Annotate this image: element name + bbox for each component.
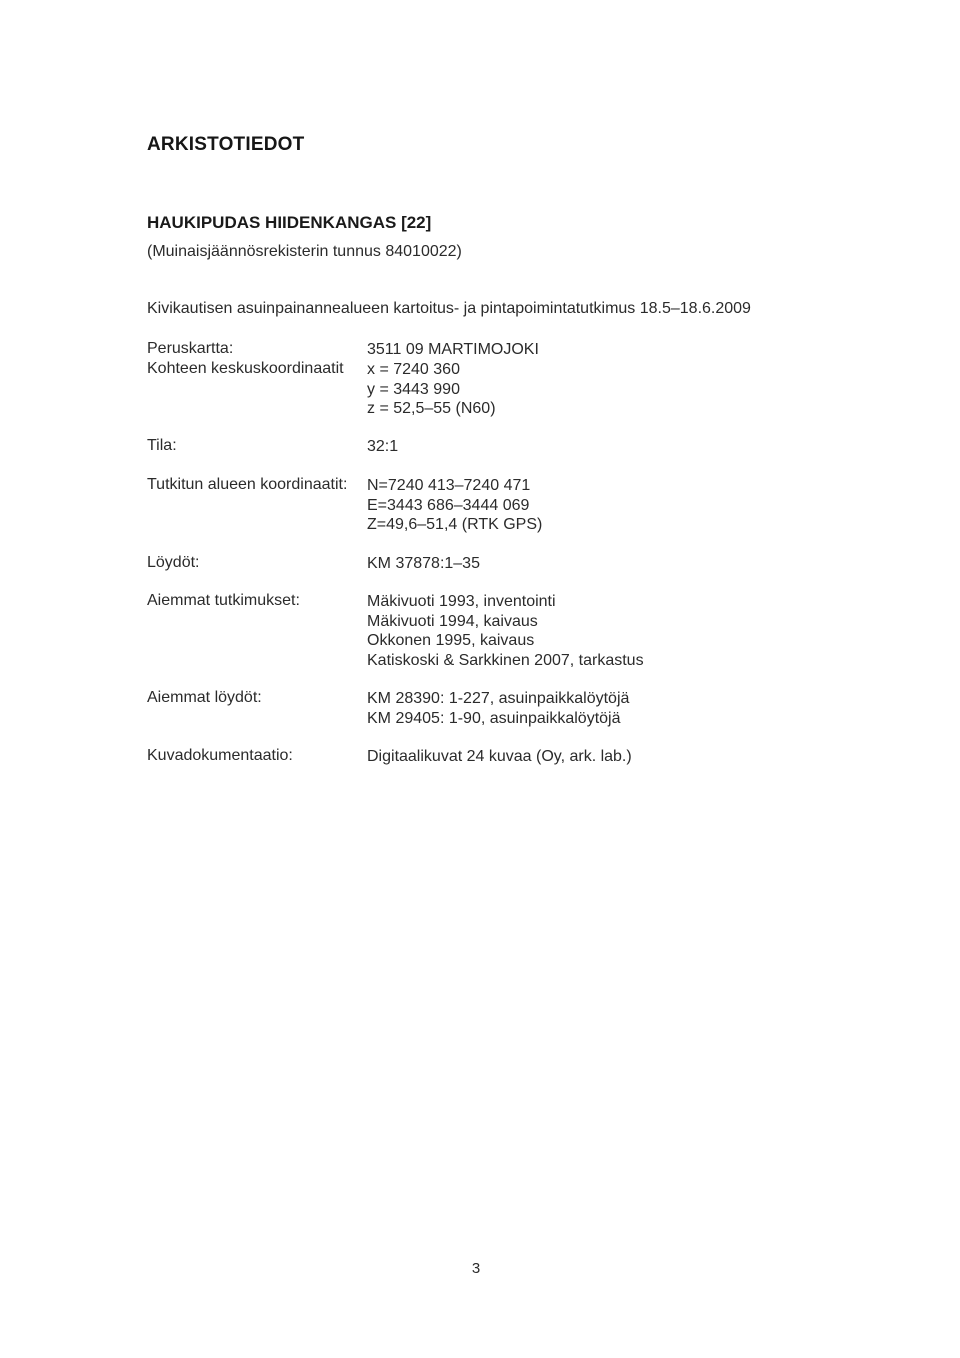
value-line: Katiskoski & Sarkkinen 2007, tarkastus: [367, 651, 644, 669]
value-line: KM 37878:1–35: [367, 555, 480, 572]
field-value-alueen-koordinaatit: [367, 476, 542, 535]
value-line: Digitaalikuvat 24 kuvaa (Oy, ark. lab.): [367, 748, 632, 765]
value-line: KM 29405: 1-90, asuinpaikkalöytöjä: [367, 709, 621, 727]
value-line: 3511 09 MARTIMOJOKI: [367, 341, 539, 358]
value-line: y = 3443 990: [367, 380, 460, 398]
value-line: Z=49,6–51,4 (RTK GPS): [367, 516, 543, 533]
field-value-keskuskoordinaatit: [367, 360, 496, 419]
value-line: Mäkivuoti 1993, inventointi: [367, 593, 556, 610]
section-heading: ARKISTOTIEDOT: [147, 134, 305, 155]
site-title: HAUKIPUDAS HIIDENKANGAS [22]: [147, 213, 432, 232]
survey-description: Kivikautisen asuinpainannealueen kartoitus- ja pintapoimintatutkimus 18.5–18.6.2009: [147, 300, 751, 317]
value-line: Mäkivuoti 1994, kaivaus: [367, 612, 538, 630]
field-label-tila: Tila:: [147, 437, 177, 454]
field-value-loydot: [367, 554, 480, 574]
field-value-aiemmat-loydot: [367, 689, 629, 728]
value-line: x = 7240 360: [367, 361, 460, 378]
field-label-keskuskoordinaatit: Kohteen keskuskoordinaatit: [147, 360, 344, 377]
value-line: N=7240 413–7240 471: [367, 477, 531, 494]
field-label-kuvadokumentaatio: Kuvadokumentaatio:: [147, 747, 293, 764]
value-line: 32:1: [367, 438, 399, 455]
field-label-loydot: Löydöt:: [147, 554, 200, 571]
field-label-aiemmat-loydot: Aiemmat löydöt:: [147, 689, 262, 706]
registry-id: (Muinaisjäännösrekisterin tunnus 84010022): [147, 243, 462, 260]
value-line: z = 52,5–55 (N60): [367, 400, 496, 417]
page-number: 3: [471, 1260, 481, 1277]
value-line: Okkonen 1995, kaivaus: [367, 632, 535, 649]
value-line: KM 28390: 1-227, asuinpaikkalöytöjä: [367, 690, 630, 707]
value-line: E=3443 686–3444 069: [367, 496, 530, 514]
field-value-peruskartta: [367, 340, 539, 360]
field-value-kuvadokumentaatio: [367, 747, 632, 767]
field-value-tila: [367, 437, 398, 457]
field-label-alueen-koordinaatit: Tutkitun alueen koordinaatit:: [147, 476, 348, 493]
field-value-aiemmat-tutkimukset: [367, 592, 644, 670]
field-label-aiemmat-tutkimukset: Aiemmat tutkimukset:: [147, 592, 300, 609]
field-label-peruskartta: Peruskartta:: [147, 340, 234, 357]
